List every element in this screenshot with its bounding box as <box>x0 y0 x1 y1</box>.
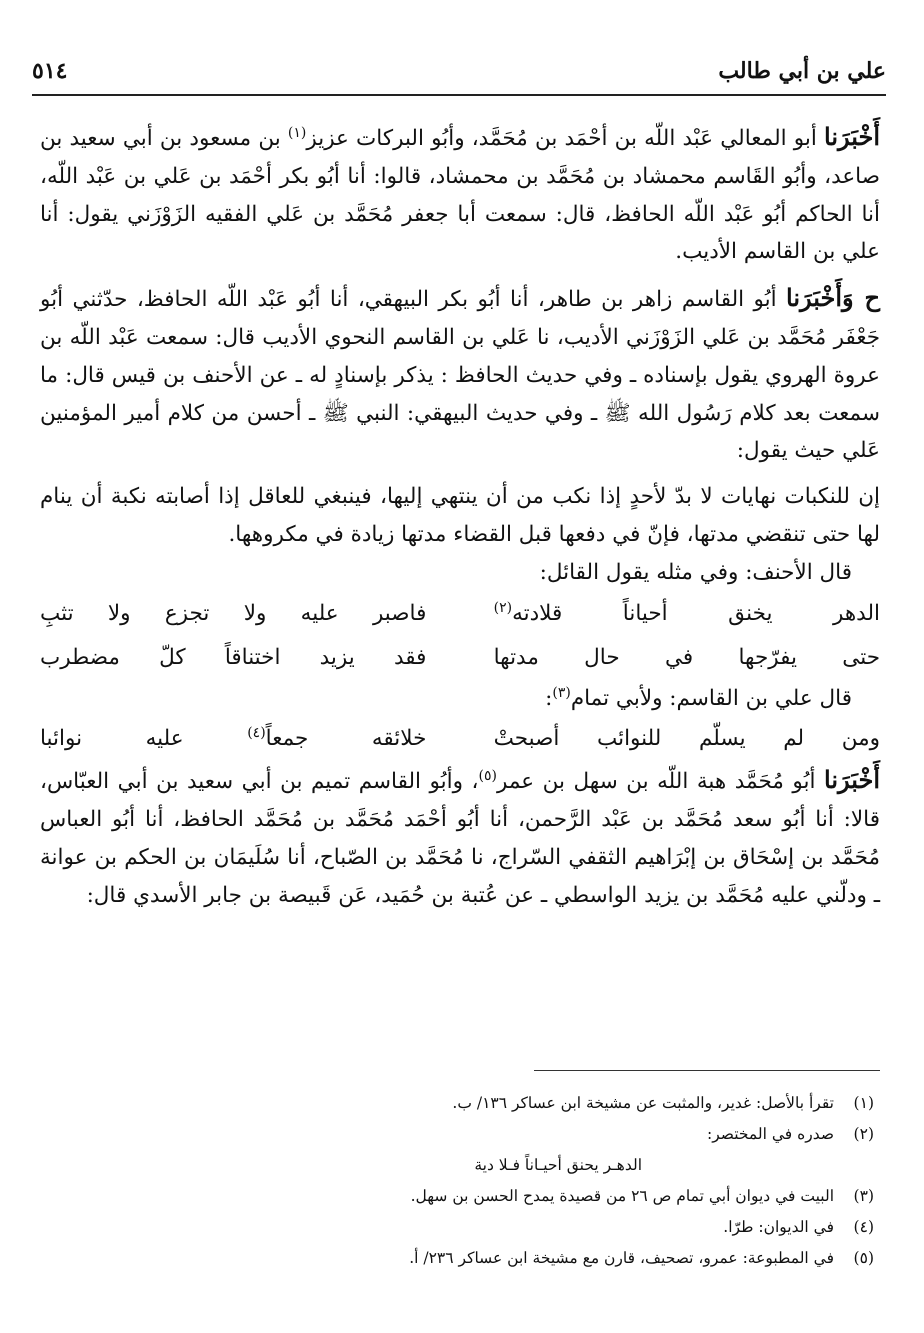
footnote-5 <box>60 1243 874 1274</box>
footnote-2 <box>60 1119 874 1150</box>
verse-line-3 <box>40 717 880 761</box>
footnote-1 <box>60 1088 874 1119</box>
footnote-marker-2: (٢) <box>493 599 513 616</box>
keyword-wa-akhbarana: ح وَأَخْبَرَنا <box>786 283 880 313</box>
footnote-verse-text: الدهـر يحنق أحيـاناً فـلا دية <box>474 1156 642 1174</box>
header-rule <box>32 94 886 96</box>
keyword-akhbarana: أَخْبَرَنا <box>824 122 881 151</box>
verse-line-2 <box>40 636 880 680</box>
footnote-number: (٥) <box>853 1249 874 1267</box>
verse-second-hemistich: خلائقه جمعاً$^{(٤)}$ عليه نوائبا <box>40 725 427 752</box>
footnote-text: تقرأ بالأصل: غدير، والمثبت عن مشيخة ابن عساكر ١٣٦/ ب. <box>452 1094 834 1112</box>
verse-line-1 <box>40 592 880 636</box>
verse-first-hemistich: الدهر يخنق أحياناً قلادته$^{(٢)}$ <box>493 599 880 626</box>
intro-text: قال الأحنف: وفي مثله يقول القائل: <box>539 559 852 585</box>
footnote-marker-3: (٣) <box>552 684 571 701</box>
footnote-marker-5: (٥) <box>478 768 497 785</box>
main-text <box>40 118 880 915</box>
footnote-text: البيت في ديوان أبي تمام ص ٢٦ من قصيدة يمدح الحسن بن سهل. <box>410 1187 834 1205</box>
footnote-2-verse <box>60 1150 874 1181</box>
paragraph-text: ، وأبُو القاسم تميم بن أبي سعيد بن أبي العبّاس، قالا: أنا أبُو سعد مُحَمَّد بن عَبْد الرَّحمن، أنا أبُو أحْمَد مُحَمَّد بن مُحَمَّد الحافظ، أنا أبُو العباس مُحَمَّد بن إسْحَاق بن إبْرَاهيم الثقفي السّراج، نا مُحَمَّد بن الصّباح، أنا سُلَيمَان بن الحكم بن عوانة ـ ودلّني عليه مُحَمَّد بن يزيد الواسطي ـ عن عُتبة بن حُمَيد، عَن قَبيصة بن جابر الأسدي قال: <box>40 769 880 908</box>
footnotes <box>60 1088 874 1274</box>
footnote-number: (١) <box>853 1094 874 1112</box>
footnote-marker-1: (١) <box>287 124 307 141</box>
paragraph-text: بن مسعود بن أبي سعيد بن صاعد، وأبُو القَاسم محمشاد بن مُحَمَّد بن محمشاد، قالوا: أنا أبُو بكر أحْمَد بن عَلي بن عَبْد اللّه، أنا الحاكم أبُو عَبْد اللّه الحافظ، قال: سمعت أبا جعفر مُحَمَّد بن عَلي الفقيه الزَوْزَني يقول: أنا علي بن القاسم الأديب. <box>40 126 880 265</box>
running-title: علي بن أبي طالب <box>718 58 886 84</box>
footnote-number: (٣) <box>853 1187 874 1205</box>
paragraph-text: أبُو القاسم زاهر بن طاهر، أنا أبُو بكر البيهقي، أنا أبُو عَبْد اللّه الحافظ، حدّثني أبُو جَعْفَر مُحَمَّد بن عَلي الزَوْزَني الأديب، نا عَلي بن القاسم النحوي الأديب قال: سمعت عَبْد اللّه بن عروة الهروي يقول بإسناده ـ وفي حديث الحافظ : يذكر بإسنادٍ له ـ عن الأحنف بن قيس قال: ما سمعت بعد كلام رَسُول الله ﷺ ـ وفي حديث البيهقي: النبي ﷺ ـ أحسن من كلام أمير المؤمنين عَلي حيث يقول: <box>40 287 880 464</box>
paragraph-5: قال علي بن القاسم: ولأبي تمام$^{(٣)}$: <box>545 684 852 711</box>
paragraph-text: أبو المعالي عَبْد اللّه بن أحْمَد بن مُحَمَّد، وأبُو البركات عزيز <box>306 126 825 151</box>
footnote-3 <box>60 1181 874 1212</box>
footnote-text: في المطبوعة: عمرو، تصحيف، قارن مع مشيخة ابن عساكر ٢٣٦/ أ. <box>409 1249 834 1267</box>
verse-first-hemistich: حتى يفرّجها في حال مدتها <box>493 644 880 670</box>
footnote-text: في الديوان: طرّا. <box>723 1218 834 1236</box>
page-number: ٥١٤ <box>32 58 68 84</box>
footnote-number: (٢) <box>853 1125 874 1143</box>
paragraph-3 <box>40 478 880 554</box>
footnote-text: صدره في المختصر: <box>707 1125 834 1143</box>
keyword-akhbarana: أَخْبَرَنا <box>824 765 880 795</box>
footnote-number: (٤) <box>853 1218 874 1236</box>
paragraph-1 <box>40 118 880 271</box>
verse-second-hemistich: فاصبر عليه ولا تجزع ولا تثبِ <box>40 600 427 626</box>
quote-text: إن للنكبات نهايات لا بدّ لأحدٍ إذا نكب من أن ينتهي إليها، فينبغي للعاقل إذا أصابته نكبة أن ينام لها حتى تنقضي مدتها، فإنّ في دفعها قبل القضاء مدتها زيادة في مكروهها. <box>40 484 880 547</box>
footnote-marker-4: (٤) <box>247 725 266 742</box>
paragraph-text: أبُو مُحَمَّد هبة اللّه بن سهل بن عمر <box>496 769 825 795</box>
paragraph-2 <box>40 279 880 470</box>
verse-first-hemistich: ومن لم يسلّم للنوائب أصبحتْ <box>493 726 880 752</box>
page-header <box>32 52 886 96</box>
footnote-separator <box>534 1070 880 1071</box>
footnote-4 <box>60 1212 874 1243</box>
verse-second-hemistich: فقد يزيد اختناقاً كلّ مضطرب <box>40 644 427 670</box>
paragraph-4 <box>40 554 880 592</box>
paragraph-6 <box>40 761 880 914</box>
intro-text: قال علي بن القاسم: ولأبي تمام <box>570 685 852 711</box>
